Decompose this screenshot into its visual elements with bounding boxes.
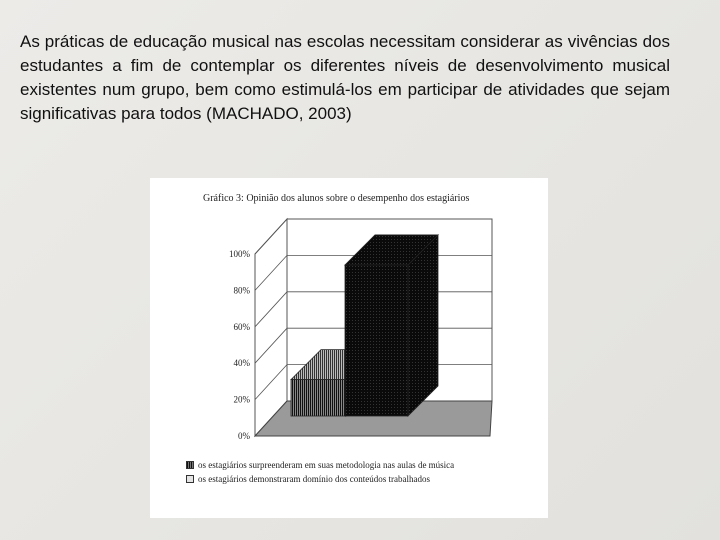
chart-legend: [186, 458, 454, 486]
body-paragraph: As práticas de educação musical nas escolas necessitam considerar as vivências dos estudantes a fim de contemplar os diferentes níveis de desenvolvimento musical existentes num grupo, bem como estimulá-los em participar de atividades que sejam significativas para todos (MACHADO, 2003): [20, 32, 670, 123]
y-tick-label: 60%: [233, 321, 250, 332]
legend-item: [186, 472, 454, 486]
bar-side: [408, 235, 438, 416]
chart-figure: [150, 178, 548, 518]
y-tick-label: 40%: [233, 358, 250, 369]
y-tick-label: 80%: [233, 285, 250, 296]
y-tick-label: 20%: [233, 394, 250, 405]
chart-title: Gráfico 3: Opinião dos alunos sobre o desempenho dos estagiários: [203, 193, 470, 204]
bar: [291, 380, 346, 416]
legend-swatch: [186, 475, 194, 483]
bar: [345, 265, 408, 416]
y-tick-label: 100%: [229, 249, 250, 259]
legend-item: [186, 458, 454, 472]
y-tick-label: 0%: [238, 431, 250, 441]
legend-label: os estagiários demonstraram domínio dos conteúdos trabalhados: [198, 474, 430, 484]
legend-swatch: [186, 461, 194, 469]
side-wall: [255, 219, 287, 436]
legend-label: os estagiários surpreenderam em suas metodologia nas aulas de música: [198, 460, 455, 470]
